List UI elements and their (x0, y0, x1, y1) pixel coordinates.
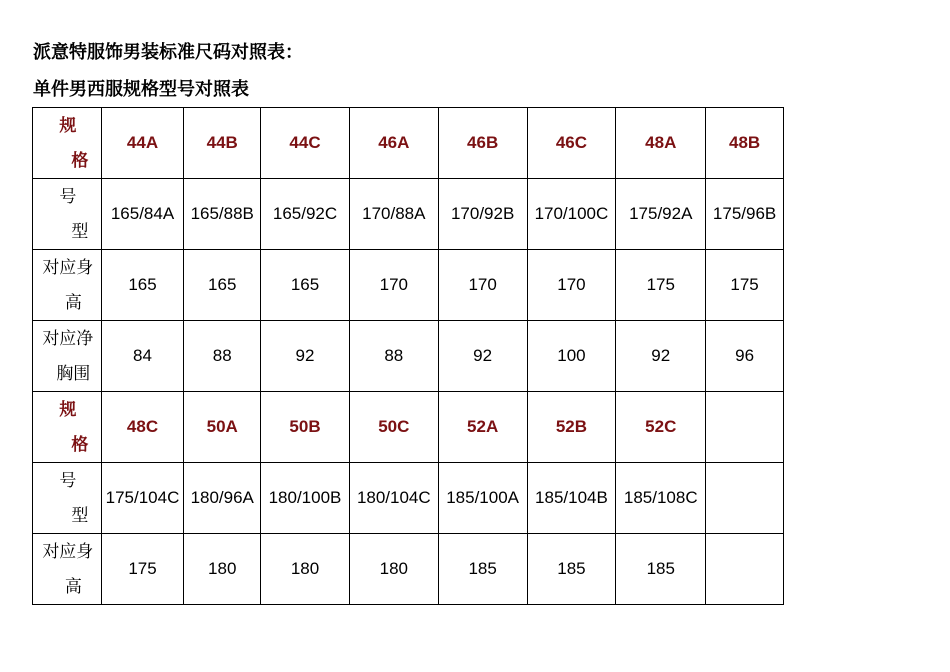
table-cell: 180 (261, 534, 350, 605)
row-label-cell (33, 392, 102, 463)
size-code-cell: 52A (438, 392, 527, 463)
table-cell (706, 463, 784, 534)
row-label-line: 型 (71, 222, 89, 241)
row-label-line: 对应净 (42, 329, 94, 348)
size-code-cell: 48B (706, 108, 784, 179)
row-label-line: 高 (64, 293, 82, 312)
table-cell: 175 (101, 534, 184, 605)
table-cell: 170/92B (438, 179, 527, 250)
table-row (33, 321, 784, 392)
table-row (33, 463, 784, 534)
table-cell: 92 (616, 321, 706, 392)
table-cell: 170 (349, 250, 438, 321)
table-cell: 180 (184, 534, 261, 605)
table-cell: 175 (706, 250, 784, 321)
table-cell: 175/104C (101, 463, 184, 534)
row-label-line: 格 (71, 435, 89, 454)
row-label-line: 号 (59, 471, 77, 490)
table-cell: 175/92A (616, 179, 706, 250)
row-label-line: 高 (64, 577, 82, 596)
row-label-line: 规 (59, 116, 77, 135)
row-label-line: 胸围 (56, 364, 91, 383)
size-code-cell: 50B (261, 392, 350, 463)
table-cell: 175 (616, 250, 706, 321)
size-code-cell (706, 392, 784, 463)
row-label-line: 规 (59, 400, 77, 419)
table-cell: 180 (349, 534, 438, 605)
row-label-line: 对应身 (42, 258, 94, 277)
size-code-cell: 44B (184, 108, 261, 179)
table-header-row (33, 108, 784, 179)
table-cell: 170/88A (349, 179, 438, 250)
table-cell: 100 (527, 321, 616, 392)
table-row (33, 179, 784, 250)
table-cell: 165 (101, 250, 184, 321)
table-cell: 92 (438, 321, 527, 392)
table-cell: 165/88B (184, 179, 261, 250)
table-cell: 185 (527, 534, 616, 605)
row-label-cell (33, 463, 102, 534)
row-label-cell (33, 321, 102, 392)
table-row (33, 534, 784, 605)
size-code-cell: 46C (527, 108, 616, 179)
table-cell: 165/84A (101, 179, 184, 250)
table-cell: 170/100C (527, 179, 616, 250)
table-cell: 185/104B (527, 463, 616, 534)
size-code-cell: 48C (101, 392, 184, 463)
table-cell: 84 (101, 321, 184, 392)
page-title: 派意特服饰男装标准尺码对照表： (33, 42, 303, 63)
row-label-cell (33, 179, 102, 250)
table-title: 单件男西服规格型号对照表 (33, 79, 249, 100)
table-cell: 96 (706, 321, 784, 392)
row-label-line: 对应身 (42, 542, 94, 561)
row-label-line: 号 (59, 187, 77, 206)
row-label-cell (33, 108, 102, 179)
table-cell: 165/92C (261, 179, 350, 250)
table-cell: 185 (438, 534, 527, 605)
table-cell: 165 (261, 250, 350, 321)
table-cell: 88 (184, 321, 261, 392)
size-code-cell: 46A (349, 108, 438, 179)
table-cell (706, 534, 784, 605)
size-code-cell: 52B (527, 392, 616, 463)
table-header-row (33, 392, 784, 463)
row-label-cell (33, 534, 102, 605)
table-cell: 165 (184, 250, 261, 321)
table-cell: 185/108C (616, 463, 706, 534)
table-cell: 180/100B (261, 463, 350, 534)
size-code-cell: 50A (184, 392, 261, 463)
table-cell: 185/100A (438, 463, 527, 534)
table-cell: 88 (349, 321, 438, 392)
table-cell: 175/96B (706, 179, 784, 250)
row-label-line: 型 (71, 506, 89, 525)
size-code-cell: 48A (616, 108, 706, 179)
size-code-cell: 52C (616, 392, 706, 463)
table-cell: 170 (527, 250, 616, 321)
table-cell: 185 (616, 534, 706, 605)
row-label-line: 格 (71, 151, 89, 170)
size-code-cell: 50C (349, 392, 438, 463)
table-cell: 180/96A (184, 463, 261, 534)
row-label-cell (33, 250, 102, 321)
size-chart-table (32, 107, 784, 605)
size-code-cell: 44A (101, 108, 184, 179)
size-code-cell: 44C (261, 108, 350, 179)
table-cell: 170 (438, 250, 527, 321)
table-row (33, 250, 784, 321)
table-cell: 92 (261, 321, 350, 392)
table-cell: 180/104C (349, 463, 438, 534)
size-code-cell: 46B (438, 108, 527, 179)
